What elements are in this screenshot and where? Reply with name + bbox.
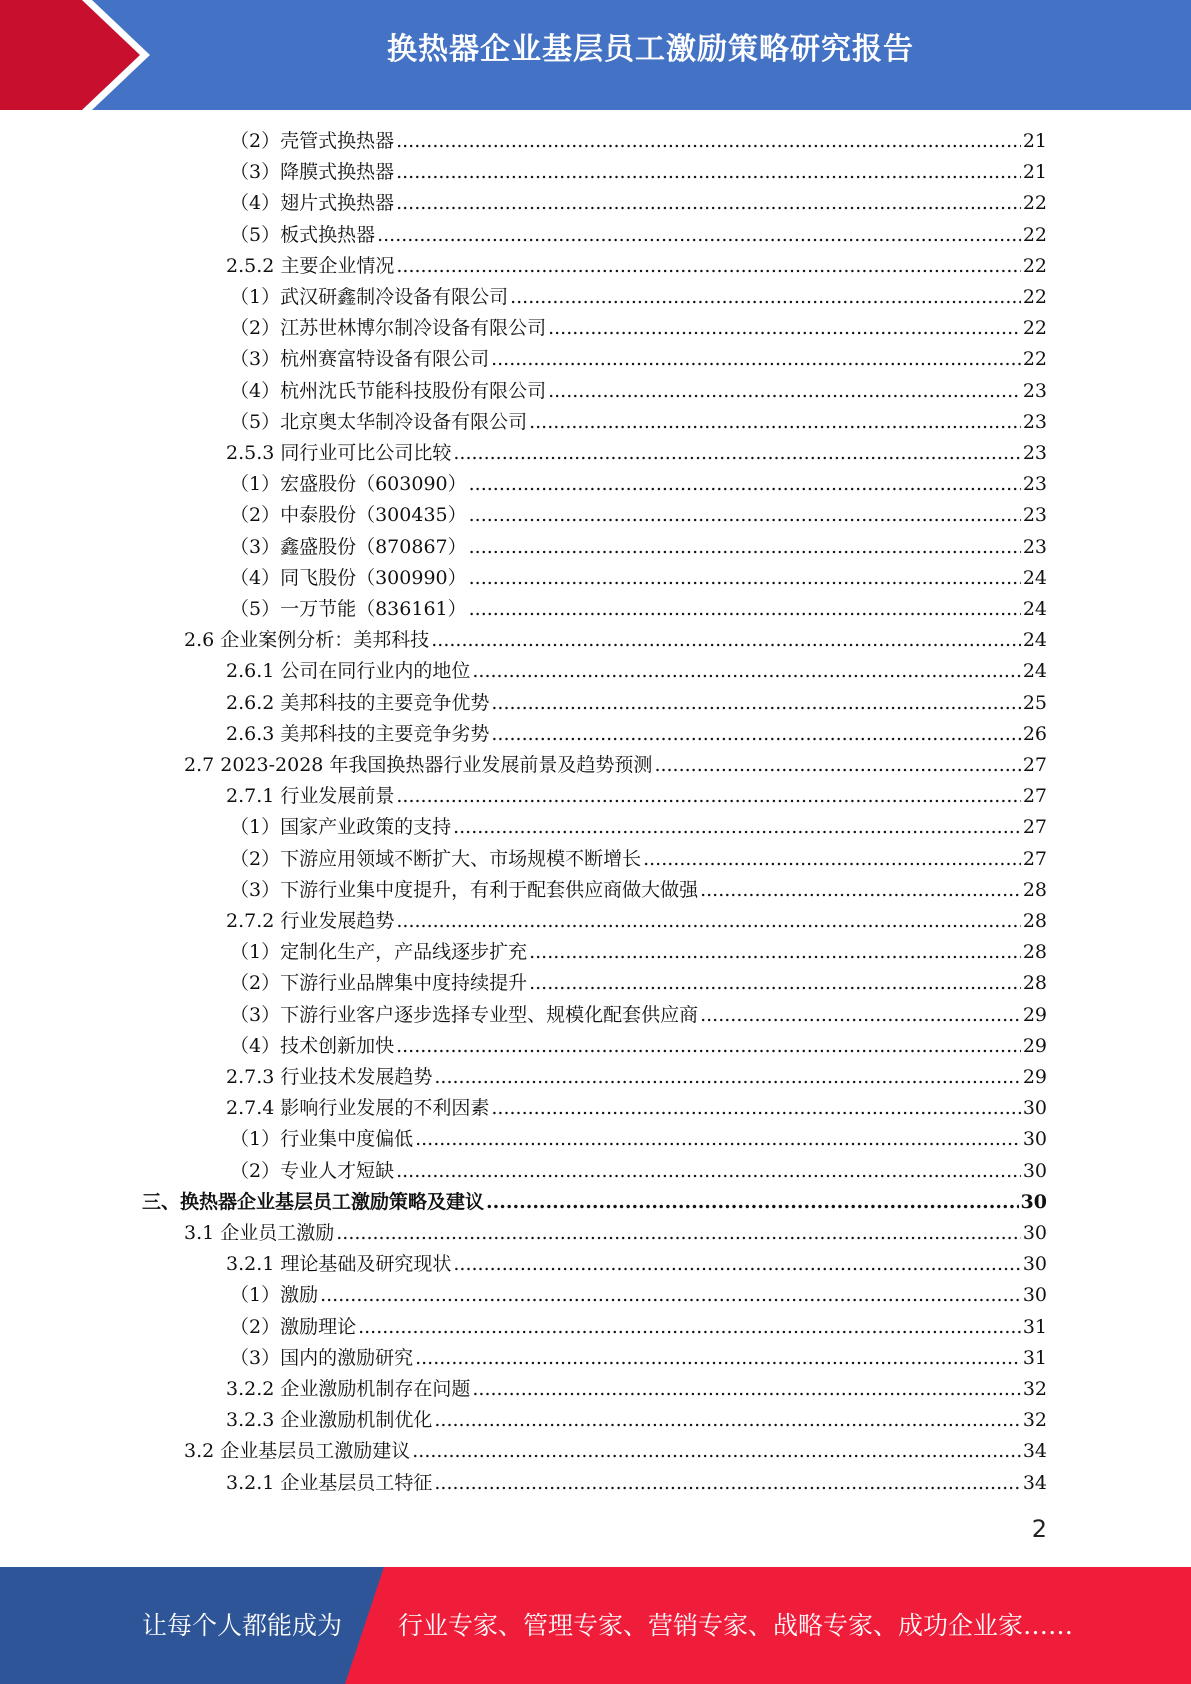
toc-leader-dots	[396, 781, 1020, 812]
toc-leader-dots	[434, 1468, 1020, 1499]
toc-entry-page: 22	[1022, 317, 1047, 340]
toc-entry-page: 30	[1022, 1159, 1047, 1182]
toc-entry[interactable]	[230, 469, 1047, 500]
toc-leader-dots	[469, 563, 1021, 594]
toc-entry[interactable]	[230, 844, 1047, 875]
toc-leader-dots	[469, 594, 1021, 625]
toc-entry-page: 22	[1022, 286, 1047, 308]
toc-entry-title: （2）下游行业品牌集中度持续提升	[230, 972, 528, 995]
toc-entry-page: 30	[1022, 1097, 1047, 1120]
toc-entry-title: 三、换热器企业基层员工激励策略及建议	[142, 1190, 485, 1213]
toc-entry[interactable]	[230, 875, 1047, 906]
toc-entry-title: （1）激励	[230, 1284, 319, 1307]
page-footer	[0, 1567, 1191, 1684]
toc-entry-title: （1）行业集中度偏低	[230, 1128, 414, 1151]
toc-entry-title: （3）国内的激励研究	[230, 1346, 414, 1369]
toc-entry[interactable]	[230, 220, 1047, 251]
toc-entry[interactable]	[230, 812, 1047, 843]
toc-entry-title: （2）专业人才短缺	[230, 1159, 395, 1182]
toc-entry-page: 29	[1022, 1003, 1047, 1026]
toc-entry[interactable]	[230, 968, 1047, 999]
toc-entry-title: 2.6.2 美邦科技的主要竞争优势	[226, 691, 490, 714]
toc-entry-title: （1）宏盛股份（603090）	[230, 473, 467, 496]
toc-entry[interactable]	[226, 1062, 1047, 1093]
toc-entry-title: （2）中泰股份（300435）	[230, 504, 467, 527]
toc-entry-title: （2）下游应用领域不断扩大、市场规模不断增长	[230, 847, 642, 870]
footer-slogan-right: 行业专家、管理专家、营销专家、战略专家、成功企业家……	[398, 1611, 1074, 1640]
toc-entry-page: 32	[1022, 1409, 1047, 1432]
toc-entry-page: 24	[1022, 598, 1047, 620]
toc-leader-dots	[434, 1062, 1020, 1093]
toc-entry-title: 2.7.1 行业发展前景	[226, 785, 395, 808]
toc-entry-title: 2.7.3 行业技术发展趋势	[226, 1066, 433, 1088]
toc-entry-page: 22	[1022, 348, 1047, 371]
toc-entry-page: 30	[1020, 1190, 1047, 1213]
toc-leader-dots	[396, 906, 1020, 937]
toc-entry-page: 27	[1022, 785, 1047, 808]
toc-leader-dots	[548, 376, 1021, 407]
toc-entry[interactable]	[226, 719, 1047, 750]
toc-entry-title: （4）杭州沈氏节能科技股份有限公司	[230, 379, 547, 402]
toc-entry-page: 23	[1022, 504, 1047, 527]
toc-entry-page: 30	[1022, 1253, 1047, 1276]
toc-entry-title: （5）一万节能（836161）	[230, 598, 467, 620]
toc-leader-dots	[491, 344, 1021, 375]
toc-leader-dots	[529, 937, 1021, 968]
toc-leader-dots	[643, 844, 1021, 875]
toc-entry-title: （2）江苏世林博尔制冷设备有限公司	[230, 317, 547, 340]
toc-entry-page: 22	[1022, 192, 1047, 215]
toc-entry-title: 3.2.1 理论基础及研究现状	[226, 1253, 452, 1276]
toc-entry-page: 23	[1022, 473, 1047, 496]
toc-leader-dots	[472, 656, 1020, 687]
toc-entry-page: 29	[1022, 1066, 1047, 1088]
toc-leader-dots	[486, 1187, 1019, 1218]
toc-leader-dots	[654, 750, 1020, 781]
toc-leader-dots	[453, 438, 1020, 469]
toc-leader-dots	[434, 1405, 1020, 1436]
toc-entry-title: 2.7 2023-2028 年我国换热器行业发展前景及趋势预测	[184, 754, 653, 776]
toc-entry-page: 24	[1022, 566, 1047, 589]
toc-entry-title: （1）国家产业政策的支持	[230, 816, 452, 839]
toc-leader-dots	[510, 282, 1021, 313]
toc-entry-page: 25	[1022, 691, 1047, 714]
toc-entry[interactable]	[230, 376, 1047, 407]
toc-entry-page: 31	[1022, 1315, 1047, 1338]
toc-entry[interactable]	[184, 1218, 1047, 1249]
toc-entry[interactable]	[230, 188, 1047, 219]
toc-leader-dots	[700, 875, 1021, 906]
toc-entry[interactable]	[230, 282, 1047, 313]
toc-entry[interactable]	[226, 438, 1047, 469]
toc-entry-title: 3.2.1 企业基层员工特征	[226, 1471, 433, 1494]
toc-leader-dots	[491, 719, 1020, 750]
toc-leader-dots	[548, 313, 1021, 344]
toc-leader-dots	[396, 157, 1021, 188]
toc-leader-dots	[491, 688, 1020, 719]
toc-entry-title: 3.2.2 企业激励机制存在问题	[226, 1378, 471, 1400]
toc-entry-title: （3）下游行业集中度提升，有利于配套供应商做大做强	[230, 878, 699, 901]
toc-entry[interactable]	[226, 1374, 1047, 1405]
toc-entry[interactable]	[226, 1093, 1047, 1124]
red-chevron-decoration	[0, 0, 150, 110]
toc-leader-dots	[469, 500, 1021, 531]
toc-entry[interactable]	[226, 688, 1047, 719]
toc-entry[interactable]	[226, 1405, 1047, 1436]
toc-entry-page: 27	[1022, 847, 1047, 870]
page-number: 2	[1031, 1515, 1047, 1543]
toc-entry-page: 30	[1022, 1128, 1047, 1151]
toc-leader-dots	[358, 1312, 1021, 1343]
toc-entry[interactable]	[230, 407, 1047, 438]
toc-entry-page: 23	[1022, 379, 1047, 402]
toc-entry[interactable]	[230, 500, 1047, 531]
toc-entry[interactable]	[184, 750, 1047, 781]
toc-entry-page: 28	[1022, 910, 1047, 932]
toc-entry[interactable]	[230, 126, 1047, 157]
toc-leader-dots	[377, 220, 1021, 251]
toc-entry[interactable]	[230, 1312, 1047, 1343]
toc-leader-dots	[529, 407, 1021, 438]
toc-leader-dots	[396, 126, 1021, 157]
toc-entry-page: 24	[1022, 629, 1047, 652]
toc-entry[interactable]	[230, 313, 1047, 344]
toc-leader-dots	[396, 188, 1021, 219]
toc-entry-page: 34	[1022, 1440, 1047, 1463]
toc-leader-dots	[336, 1218, 1021, 1249]
toc-entry-page: 28	[1022, 878, 1047, 901]
page-header	[0, 0, 1191, 110]
toc-leader-dots	[396, 251, 1020, 282]
toc-leader-dots	[431, 625, 1021, 656]
toc-entry-title: （1）定制化生产，产品线逐步扩充	[230, 941, 528, 964]
toc-leader-dots	[412, 1436, 1021, 1467]
toc-entry-page: 27	[1022, 754, 1047, 776]
toc-entry[interactable]	[226, 1249, 1047, 1280]
toc-entry-title: 2.5.2 主要企业情况	[226, 254, 395, 277]
toc-entry[interactable]	[230, 594, 1047, 625]
toc-entry[interactable]	[230, 532, 1047, 563]
toc-entry-title: （1）武汉研鑫制冷设备有限公司	[230, 286, 509, 308]
toc-leader-dots	[396, 1031, 1021, 1062]
toc-entry-page: 26	[1022, 722, 1047, 745]
toc-entry-page: 23	[1022, 410, 1047, 433]
toc-leader-dots	[491, 1093, 1020, 1124]
toc-entry[interactable]	[230, 1031, 1047, 1062]
toc-entry-title: 2.7.4 影响行业发展的不利因素	[226, 1097, 490, 1120]
toc-entry-title: 3.2 企业基层员工激励建议	[184, 1440, 411, 1463]
toc-entry[interactable]	[230, 563, 1047, 594]
toc-entry[interactable]	[226, 251, 1047, 282]
toc-entry-title: （2）壳管式换热器	[230, 130, 395, 152]
toc-leader-dots	[529, 968, 1021, 999]
toc-entry-title: （3）降膜式换热器	[230, 161, 395, 184]
toc-entry-page: 30	[1022, 1284, 1047, 1307]
toc-entry-title: （3）下游行业客户逐步选择专业型、规模化配套供应商	[230, 1003, 699, 1026]
toc-entry[interactable]	[230, 157, 1047, 188]
toc-entry[interactable]	[230, 937, 1047, 968]
toc-leader-dots	[396, 1156, 1021, 1187]
toc-entry[interactable]	[184, 1436, 1047, 1467]
toc-entry-page: 21	[1022, 161, 1047, 184]
toc-entry[interactable]	[230, 1280, 1047, 1311]
toc-leader-dots	[453, 1249, 1020, 1280]
toc-entry-title: （5）板式换热器	[230, 223, 376, 246]
toc-entry-page: 34	[1022, 1471, 1047, 1494]
toc-entry-title: 2.7.2 行业发展趋势	[226, 910, 395, 932]
toc-entry-page: 21	[1022, 130, 1047, 152]
toc-leader-dots	[472, 1374, 1020, 1405]
footer-slogan-left: 让每个人都能成为	[142, 1611, 343, 1640]
toc-entry[interactable]	[230, 1156, 1047, 1187]
toc-leader-dots	[469, 469, 1021, 500]
toc-entry-title: （4）翅片式换热器	[230, 192, 395, 215]
toc-entry[interactable]	[226, 906, 1047, 937]
toc-entry[interactable]	[230, 1343, 1047, 1374]
toc-entry-page: 22	[1022, 254, 1047, 277]
toc-entry-page: 29	[1022, 1034, 1047, 1057]
toc-entry-title: 3.1 企业员工激励	[184, 1222, 335, 1244]
toc-entry[interactable]	[230, 1124, 1047, 1155]
toc-entry[interactable]	[184, 625, 1047, 656]
toc-entry-title: 3.2.3 企业激励机制优化	[226, 1409, 433, 1432]
toc-leader-dots	[415, 1124, 1021, 1155]
toc-entry-page: 31	[1022, 1346, 1047, 1369]
toc-leader-dots	[320, 1280, 1021, 1311]
toc-leader-dots	[700, 1000, 1021, 1031]
toc-entry-title: 2.6 企业案例分析：美邦科技	[184, 629, 430, 652]
toc-entry[interactable]	[142, 1187, 1047, 1218]
toc-entry-title: （4）技术创新加快	[230, 1034, 395, 1057]
toc-entry-page: 28	[1022, 941, 1047, 964]
toc-entry[interactable]	[226, 781, 1047, 812]
toc-entry-title: 2.6.3 美邦科技的主要竞争劣势	[226, 722, 490, 745]
toc-entry-page: 22	[1022, 223, 1047, 246]
toc-entry-page: 32	[1022, 1378, 1047, 1400]
toc-leader-dots	[469, 532, 1021, 563]
toc-entry-title: 2.5.3 同行业可比公司比较	[226, 442, 452, 464]
toc-entry[interactable]	[230, 344, 1047, 375]
toc-entry-title: 2.6.1 公司在同行业内的地位	[226, 660, 471, 683]
toc-entry-title: （3）鑫盛股份（870867）	[230, 535, 467, 558]
toc-entry[interactable]	[230, 1000, 1047, 1031]
toc-leader-dots	[415, 1343, 1021, 1374]
toc-entry-page: 24	[1022, 660, 1047, 683]
toc-entry-page: 27	[1022, 816, 1047, 839]
toc-entry-page: 28	[1022, 972, 1047, 995]
toc-entry-title: （2）激励理论	[230, 1315, 357, 1338]
toc-entry[interactable]	[226, 656, 1047, 687]
toc-entry-page: 23	[1022, 442, 1047, 464]
report-title: 换热器企业基层员工激励策略研究报告	[387, 32, 914, 67]
toc-entry-title: （4）同飞股份（300990）	[230, 566, 467, 589]
toc-entry-title: （3）杭州赛富特设备有限公司	[230, 348, 490, 371]
toc-entry-title: （5）北京奥太华制冷设备有限公司	[230, 410, 528, 433]
toc-entry[interactable]	[226, 1468, 1047, 1499]
toc-entry-page: 30	[1022, 1222, 1047, 1244]
toc-leader-dots	[453, 812, 1021, 843]
toc-entry-page: 23	[1022, 535, 1047, 558]
